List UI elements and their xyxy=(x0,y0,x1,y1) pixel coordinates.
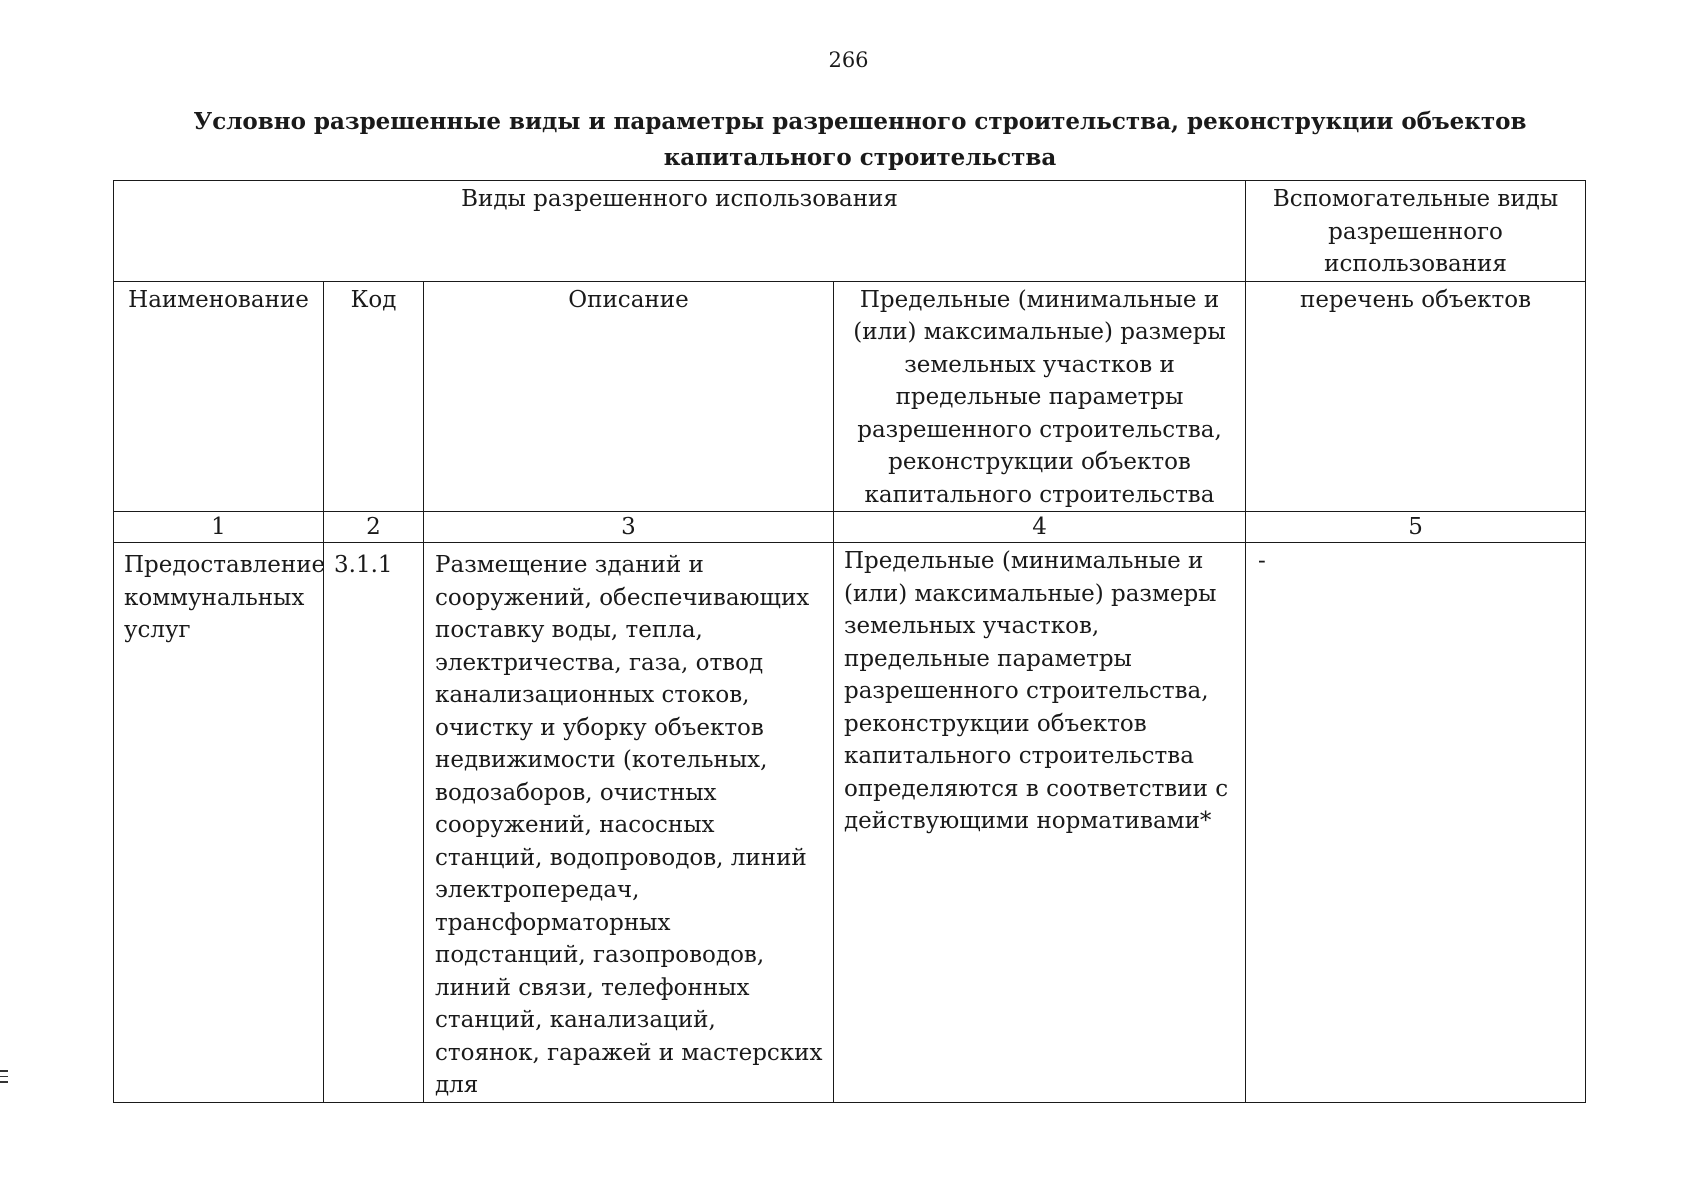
document-title: Условно разрешенные виды и параметры разрешенного строительства, реконструкции объектов капитального строительства xyxy=(193,108,1527,171)
cell-name: Предоставление коммунальных услуг xyxy=(114,543,324,1103)
column-header-description: Описание xyxy=(424,281,834,512)
column-number-row xyxy=(114,512,1586,543)
column-header-limits: Предельные (минимальные и (или) максимальные) размеры земельных участков и предельные параметры разрешенного строительства, реконструкции объектов капитального строительства xyxy=(834,281,1246,512)
cell-auxiliary: - xyxy=(1246,543,1586,1103)
column-header-code: Код xyxy=(324,281,424,512)
permitted-use-table xyxy=(113,180,1586,1103)
cell-description: Размещение зданий и сооружений, обеспечивающих поставку воды, тепла, электричества, газа, отвод канализационных стоков, очистку и уборку объектов недвижимости (котельных, водозаборов, очистных сооружений, насосных станций, водопроводов, линий электропередач, трансформаторных подстанций, газопроводов, линий связи, телефонных станций, канализаций, стоянок, гаражей и мастерских для xyxy=(424,543,834,1103)
table-row xyxy=(114,543,1586,1103)
column-header-name: Наименование xyxy=(114,281,324,512)
table-header-row xyxy=(114,181,1586,282)
margin-scan-mark xyxy=(0,1070,10,1088)
column-number-3: 3 xyxy=(424,512,834,543)
page-number: 266 xyxy=(828,48,869,72)
column-number-5: 5 xyxy=(1246,512,1586,543)
column-number-4: 4 xyxy=(834,512,1246,543)
table-subheader-row xyxy=(114,281,1586,512)
column-number-1: 1 xyxy=(114,512,324,543)
cell-code: 3.1.1 xyxy=(324,543,424,1103)
cell-limits: Предельные (минимальные и (или) максимальные) размеры земельных участков, предельные параметры разрешенного строительства, реконструкции объектов капитального строительства определяются в соответствии с действующими нормативами* xyxy=(834,543,1246,1103)
header-permitted-use: Виды разрешенного использования xyxy=(114,181,1246,282)
header-auxiliary-use: Вспомогательные виды разрешенного использования xyxy=(1246,181,1586,282)
column-number-2: 2 xyxy=(324,512,424,543)
column-header-object-list: перечень объектов xyxy=(1246,281,1586,512)
